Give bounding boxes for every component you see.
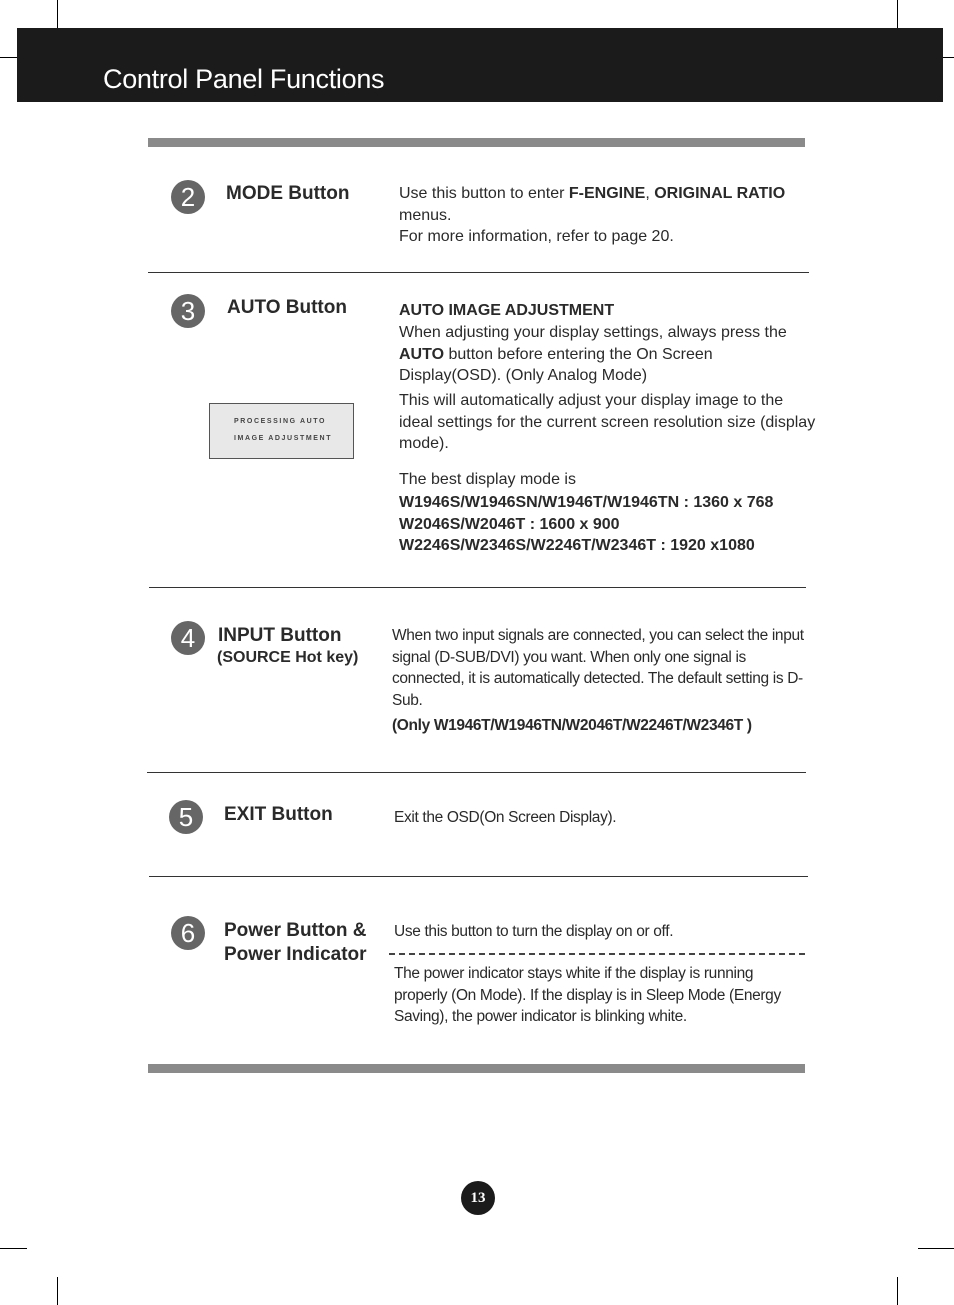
divider <box>149 587 806 588</box>
input-model-note <box>392 715 812 737</box>
crop-mark <box>918 1248 954 1249</box>
crop-mark <box>897 1277 898 1305</box>
top-bar <box>148 138 805 147</box>
display-mode-item: W2046S/W2046T : 1600 x 900 <box>399 515 620 533</box>
crop-mark <box>57 0 58 28</box>
crop-mark <box>57 1277 58 1305</box>
section-number-2: 2 <box>171 180 205 214</box>
section-number-6: 6 <box>171 916 205 950</box>
input-button-label: INPUT Button <box>218 625 342 646</box>
source-hotkey-label: (SOURCE Hot key) <box>217 649 359 666</box>
auto-button-label: AUTO Button <box>227 297 347 318</box>
divider <box>148 272 809 273</box>
bottom-bar <box>148 1064 805 1073</box>
display-mode-item: W1946S/W1946SN/W1946T/W1946TN : 1360 x 768 <box>399 494 774 511</box>
crop-mark <box>0 1248 27 1249</box>
label-line: Power Button & <box>224 920 367 941</box>
input-button-description: When two input signals are connected, you can select the input signal (D-SUB/DVI) you want. When only one signal is connected, it is automatically detected. The default setting is D-Sub. <box>392 627 804 709</box>
auto-term: AUTO <box>399 345 445 363</box>
display-mode-item: W2246S/W2346S/W2246T/W2346T : 1920 x1080 <box>399 537 755 554</box>
page-title: Control Panel Functions <box>103 64 385 94</box>
text: menus. <box>399 206 452 224</box>
text: button before entering the On Screen Display(OSD). (Only Analog Mode) <box>399 345 713 384</box>
power-indicator-description: The power indicator stays white if the display is running properly (On Mode). If the display is in Sleep Mode (Energy Saving), the power indicator is blinking white. <box>394 965 781 1025</box>
crop-mark <box>943 57 954 58</box>
mode-button-label: MODE Button <box>226 183 350 204</box>
section-number-5: 5 <box>169 800 203 834</box>
auto-image-adjustment-heading: AUTO IMAGE ADJUSTMENT <box>399 302 615 319</box>
page-header <box>17 28 943 102</box>
crop-mark <box>897 0 898 28</box>
section-number-4: 4 <box>171 621 205 655</box>
mode-button-description <box>399 183 799 248</box>
text: , <box>645 185 655 202</box>
label-line: Power Indicator <box>224 944 367 965</box>
divider <box>149 876 808 877</box>
dashed-separator <box>389 953 805 955</box>
display-mode-list <box>399 492 829 557</box>
section-number-3: 3 <box>171 294 205 328</box>
crop-mark <box>0 57 17 58</box>
auto-paragraph-2: This will automatically adjust your display image to the ideal settings for the current screen resolution size (display mode). <box>399 392 816 452</box>
text: Use this button to enter <box>399 185 569 202</box>
power-button-label <box>224 919 367 967</box>
model-note-text: (Only W1946T/W1946TN/W2046T/W2246T/W2346T ) <box>392 717 752 734</box>
text: When adjusting your display settings, always press the <box>399 324 787 341</box>
best-mode-intro: The best display mode is <box>399 471 576 488</box>
exit-button-description: Exit the OSD(On Screen Display). <box>394 809 617 826</box>
exit-button-label: EXIT Button <box>224 804 333 825</box>
page-number: 13 <box>461 1181 495 1215</box>
power-button-description: Use this button to turn the display on or off. <box>394 923 674 940</box>
f-engine-term: F-ENGINE <box>568 185 646 202</box>
divider <box>147 772 806 773</box>
page-reference: For more information, refer to page 20. <box>399 228 674 245</box>
auto-paragraph-1 <box>399 322 819 387</box>
osd-processing-box <box>209 403 354 459</box>
osd-line-2: IMAGE ADJUSTMENT <box>234 435 333 442</box>
osd-line-1: PROCESSING AUTO <box>234 418 327 425</box>
original-ratio-term: ORIGINAL RATIO <box>654 185 786 202</box>
auto-heading <box>399 300 819 322</box>
